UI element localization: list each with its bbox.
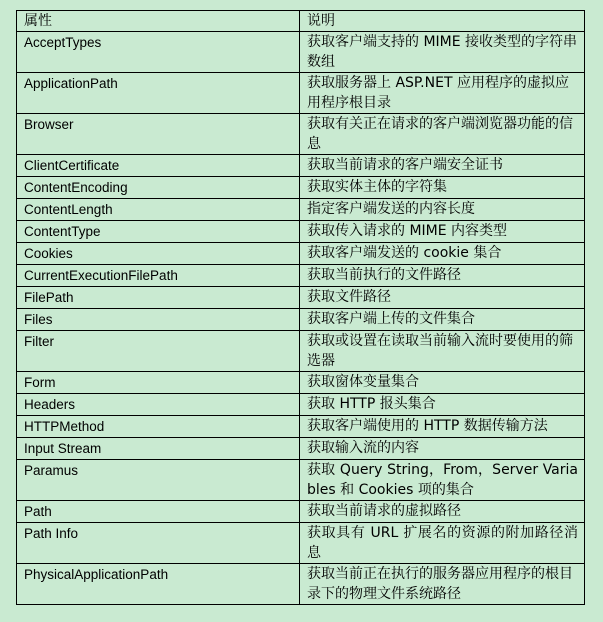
property-description: 获取当前执行的文件路径 [300,265,585,287]
property-name: Path Info [17,523,300,564]
table-row [17,309,585,331]
property-description: 获取当前请求的虚拟路径 [300,501,585,523]
property-description: 获取客户端上传的文件集合 [300,309,585,331]
table-row [17,114,585,155]
property-name: Paramus [17,460,300,501]
property-description: 获取实体主体的字符集 [300,177,585,199]
table-row [17,287,585,309]
properties-table [16,10,585,605]
table-row [17,243,585,265]
property-description: 获取 Query String，From，Server Variables 和 Cookies 项的集合 [300,460,585,501]
property-name: Files [17,309,300,331]
property-name: Input Stream [17,438,300,460]
table-row [17,501,585,523]
property-description: 获取客户端使用的 HTTP 数据传输方法 [300,416,585,438]
table-row [17,523,585,564]
property-name: Cookies [17,243,300,265]
table-row [17,199,585,221]
table-row [17,73,585,114]
header-property: 属性 [17,11,300,32]
table-row [17,155,585,177]
table-row [17,265,585,287]
table-row [17,564,585,605]
property-description: 指定客户端发送的内容长度 [300,199,585,221]
table-row [17,460,585,501]
property-name: ClientCertificate [17,155,300,177]
property-description: 获取输入流的内容 [300,438,585,460]
table-row [17,372,585,394]
property-name: Headers [17,394,300,416]
table-row [17,416,585,438]
property-name: Browser [17,114,300,155]
property-description: 获取当前正在执行的服务器应用程序的根目录下的物理文件系统路径 [300,564,585,605]
property-description: 获取有关正在请求的客户端浏览器功能的信息 [300,114,585,155]
property-name: AcceptTypes [17,32,300,73]
property-name: HTTPMethod [17,416,300,438]
property-description: 获取服务器上 ASP.NET 应用程序的虚拟应用程序根目录 [300,73,585,114]
property-description: 获取 HTTP 报头集合 [300,394,585,416]
property-name: ContentEncoding [17,177,300,199]
property-name: Form [17,372,300,394]
property-description: 获取窗体变量集合 [300,372,585,394]
property-name: Filter [17,331,300,372]
property-name: PhysicalApplicationPath [17,564,300,605]
property-description: 获取或设置在读取当前输入流时要使用的筛选器 [300,331,585,372]
property-name: ContentLength [17,199,300,221]
table-row [17,394,585,416]
property-name: ApplicationPath [17,73,300,114]
table-row [17,177,585,199]
property-description: 获取当前请求的客户端安全证书 [300,155,585,177]
property-description: 获取传入请求的 MIME 内容类型 [300,221,585,243]
header-description: 说明 [300,11,585,32]
property-description: 获取客户端发送的 cookie 集合 [300,243,585,265]
table-row [17,221,585,243]
property-name: FilePath [17,287,300,309]
property-name: CurrentExecutionFilePath [17,265,300,287]
property-name: Path [17,501,300,523]
table-header-row [17,11,585,32]
property-description: 获取文件路径 [300,287,585,309]
property-description: 获取客户端支持的 MIME 接收类型的字符串数组 [300,32,585,73]
table-row [17,331,585,372]
property-description: 获取具有 URL 扩展名的资源的附加路径消息 [300,523,585,564]
property-name: ContentType [17,221,300,243]
table-row [17,438,585,460]
table-row [17,32,585,73]
